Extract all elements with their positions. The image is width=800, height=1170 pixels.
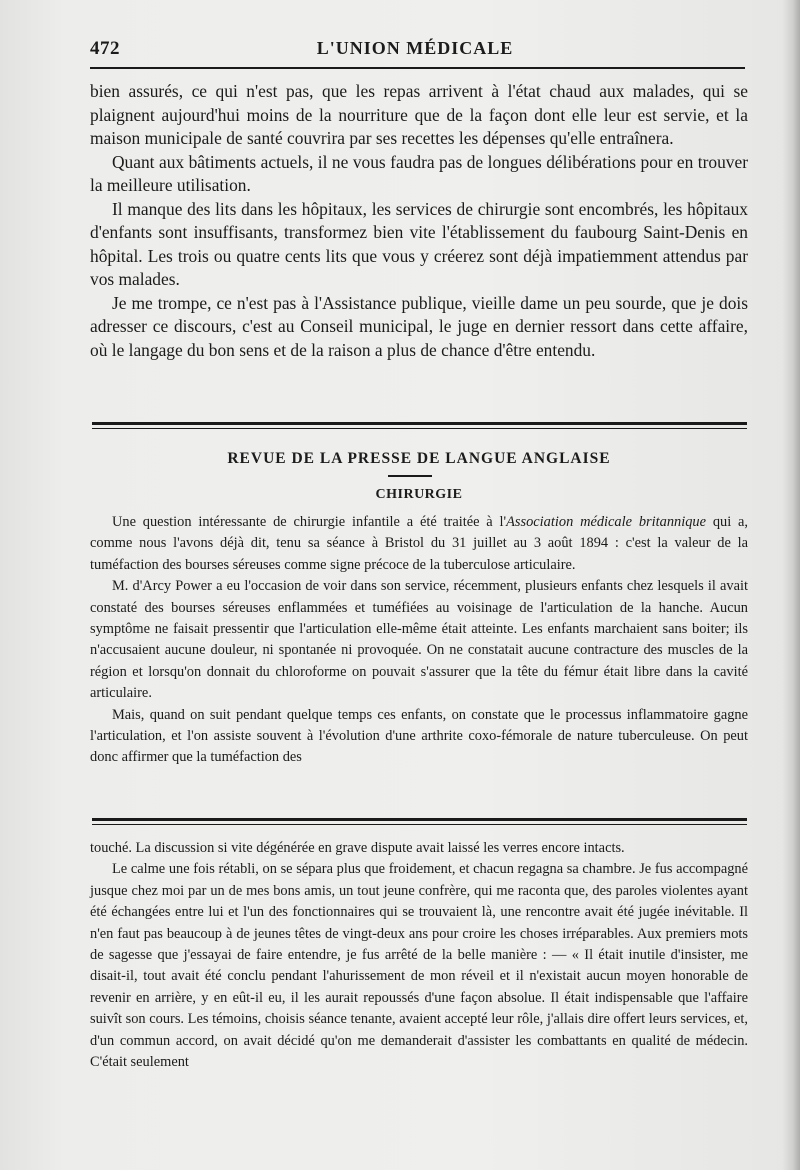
review-title: REVUE DE LA PRESSE DE LANGUE ANGLAISE [227,450,611,467]
top-paragraph-4: Je me trompe, ce n'est pas à l'Assistance publique, vieille dame un peu sourde, que je dois adresser ce discours, c'est au Conseil municipal, le juge en dernier ressort dans cette affaire, où le langage du bon sens et de la raison a plus de chance d'être entendu. [90,292,748,360]
review-article [90,512,748,769]
top-article [90,80,748,362]
page-header [90,34,740,64]
feuilleton-paragraph-2: Le calme une fois rétabli, on se sépara plus que froidement, et chacun regagna sa chambre. Je fus accompagné jusque chez moi par un de mes bons amis, un tout jeune confrère, qui me raconta que, des paroles violentes ayant été échangées entre lui et l'un des fonctionnaires qui se trouvaient là, une rencontre avait été jugée inévitable. Il n'en faut pas beaucoup à de jeunes têtes de vingt-deux ans pour croire les choses irréparables. Aux premiers mots de sagesse que j'essayai de faire entendre, je fus arrêté de la belle manière : — « Il était inutile d'insister, me disait-il, tout avait été conclu pendant l'ahurissement de mon réveil et il n'existait aucun moyen honorable de revenir en arrière, y en eût-il eu, il les aurait repoussés d'une façon absolue. Il était indispensable que l'affaire suivît son cours. Les témoins, choisis séance tenante, avaient accepté leur rôle, j'allais dire offert leurs services, et, d'un commun accord, on avait décidé qu'on me demanderait d'assister les combattants en qualité de médecin. C'était seulement [90,861,748,1071]
feuilleton-paragraph-1: touché. La discussion si vite dégénérée en grave dispute avait laissé les verres encore intacts. [90,840,625,856]
header-rule [90,67,745,69]
top-paragraph-2: Quant aux bâtiments actuels, il ne vous faudra pas de longues délibérations pour en trouver la meilleure utilisation. [90,151,748,195]
running-title: L'UNION MÉDICALE [316,38,514,58]
review-paragraph-2: M. d'Arcy Power a eu l'occasion de voir dans son service, récemment, plusieurs enfants chez lesquels il avait constaté des bourses séreuses enflammées et tuméfiées au voisinage de l'articulation de la hanche. Aucun symptôme ne faisait pressentir que l'articulation elle-même était atteinte. Les enfants marchaient sans boiter; ils n'accusaient aucune douleur, ni spontanée ni provoquée. On ne constatait aucune contracture des muscles de la région et lorsqu'on donnait du chloroforme on pouvait s'assurer que la tête du fémur était libre dans la cavité articulaire. [90,578,748,702]
page-number: 472 [90,38,120,59]
review-paragraph-3: Mais, quand on suit pendant quelque temps ces enfants, on constate que le processus inflammatoire gagne l'articulation, et l'on assiste souvent à l'évolution d'une arthrite coxo-fémorale de nature tuberculeuse. On peut donc affirmer que la tuméfaction des [90,706,748,766]
review-paragraph-1 [90,512,748,576]
review-subtitle: CHIRURGIE [375,487,463,502]
section-divider-bottom [92,818,747,825]
review-p1-end: qui a, comme nous l'avons déjà dit, tenu sa séance à Bristol du 31 juillet au 3 août 1894 : c'est la valeur de la tuméfaction des bourses séreuses comme signe précoce de la tuberculose articulaire. [90,514,748,573]
section-divider-top [92,422,747,429]
review-p1-italic: Association médicale britannique [506,514,706,530]
title-short-rule [388,475,432,477]
top-paragraph-3: Il manque des lits dans les hôpitaux, les services de chirurgie sont encombrés, les hôpitaux d'enfants sont insuffisants, transformez bien vite l'établissement du faubourg Saint-Denis en hôpital. Les trois ou quatre cents lits que vous y créerez sont déjà impatiemment attendus par vos malades. [90,198,748,289]
page-binding-shadow [782,0,800,1170]
feuilleton [90,838,748,1073]
top-paragraph-1: bien assurés, ce qui n'est pas, que les repas arrivent à l'état chaud aux malades, qui se plaignent aujourd'hui moins de la nourriture que de la façon dont elle leur est servie, et la maison municipale de santé couvrira par ses recettes les dépenses qu'elle entraînera. [90,81,748,148]
review-p1-start: Une question intéressante de chirurgie infantile a été traitée à l' [112,514,507,530]
